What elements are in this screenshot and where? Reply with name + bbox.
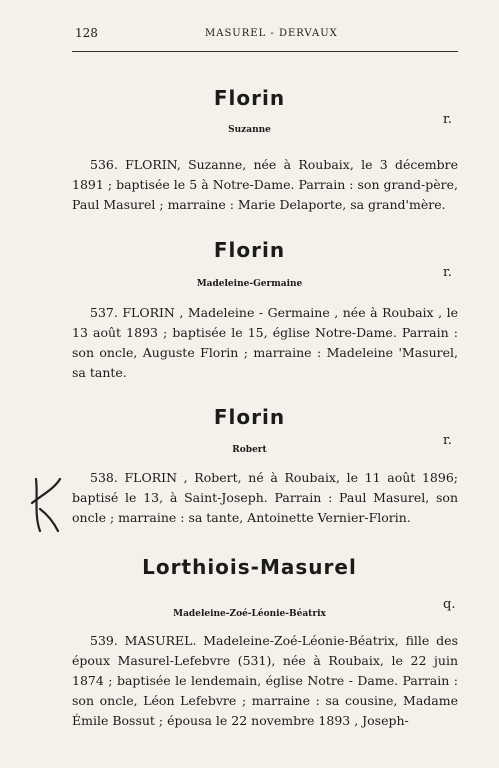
entry-mark: r. — [443, 265, 452, 280]
entry-text: 537. FLORIN , Madeleine - Germaine , née à Roubaix , le 13 août 1893 ; baptisée le 15, église Notre-Dame. Parrain : son oncle, Auguste Florin ; marraine : Madeleine 'Masurel, sa tante. — [72, 305, 458, 380]
given-names: Madeleine-Zoé-Léonie-Béatrix — [173, 609, 326, 619]
entry-text: 538. FLORIN , Robert, né à Roubaix, le 11 août 1896; baptisé le 13, à Saint-Joseph. Parrain : Paul Masurel, son oncle ; marraine : sa tante, Antoinette Vernier-Florin. — [72, 470, 458, 525]
page-number: 128 — [75, 26, 98, 40]
family-heading: Florin — [213, 405, 286, 429]
family-heading: Florin — [213, 238, 286, 262]
family-heading: Florin — [213, 86, 286, 110]
entry-mark: r. — [443, 112, 452, 127]
given-names: Robert — [232, 445, 267, 455]
handwritten-mark — [24, 475, 64, 535]
family-heading: Lorthiois-Masurel — [142, 555, 357, 579]
entry-mark: r. — [443, 433, 452, 448]
header-rule — [72, 51, 458, 52]
entry-text: 536. FLORIN, Suzanne, née à Roubaix, le 3 décembre 1891 ; baptisée le 5 à Notre-Dame. Parrain : son grand-père, Paul Masurel ; marraine : Marie Delaporte, sa grand'mère. — [72, 157, 458, 212]
running-title: MASUREL - DERVAUX — [205, 28, 338, 39]
given-names: Suzanne — [228, 125, 271, 135]
entry-text: 539. MASUREL. Madeleine-Zoé-Léonie-Béatrix, fille des époux Masurel-Lefebvre (531), née à Roubaix, le 22 juin 1874 ; baptisée le lendemain, église Notre - Dame. Parrain : son oncle, Léon Lefebvre ; marraine : sa cousine, Madame Émile Bossut ; épousa le 22 novembre 1893 , Joseph- — [72, 633, 458, 728]
given-names: Madeleine-Germaine — [196, 279, 303, 289]
entry-mark: q. — [443, 597, 456, 612]
